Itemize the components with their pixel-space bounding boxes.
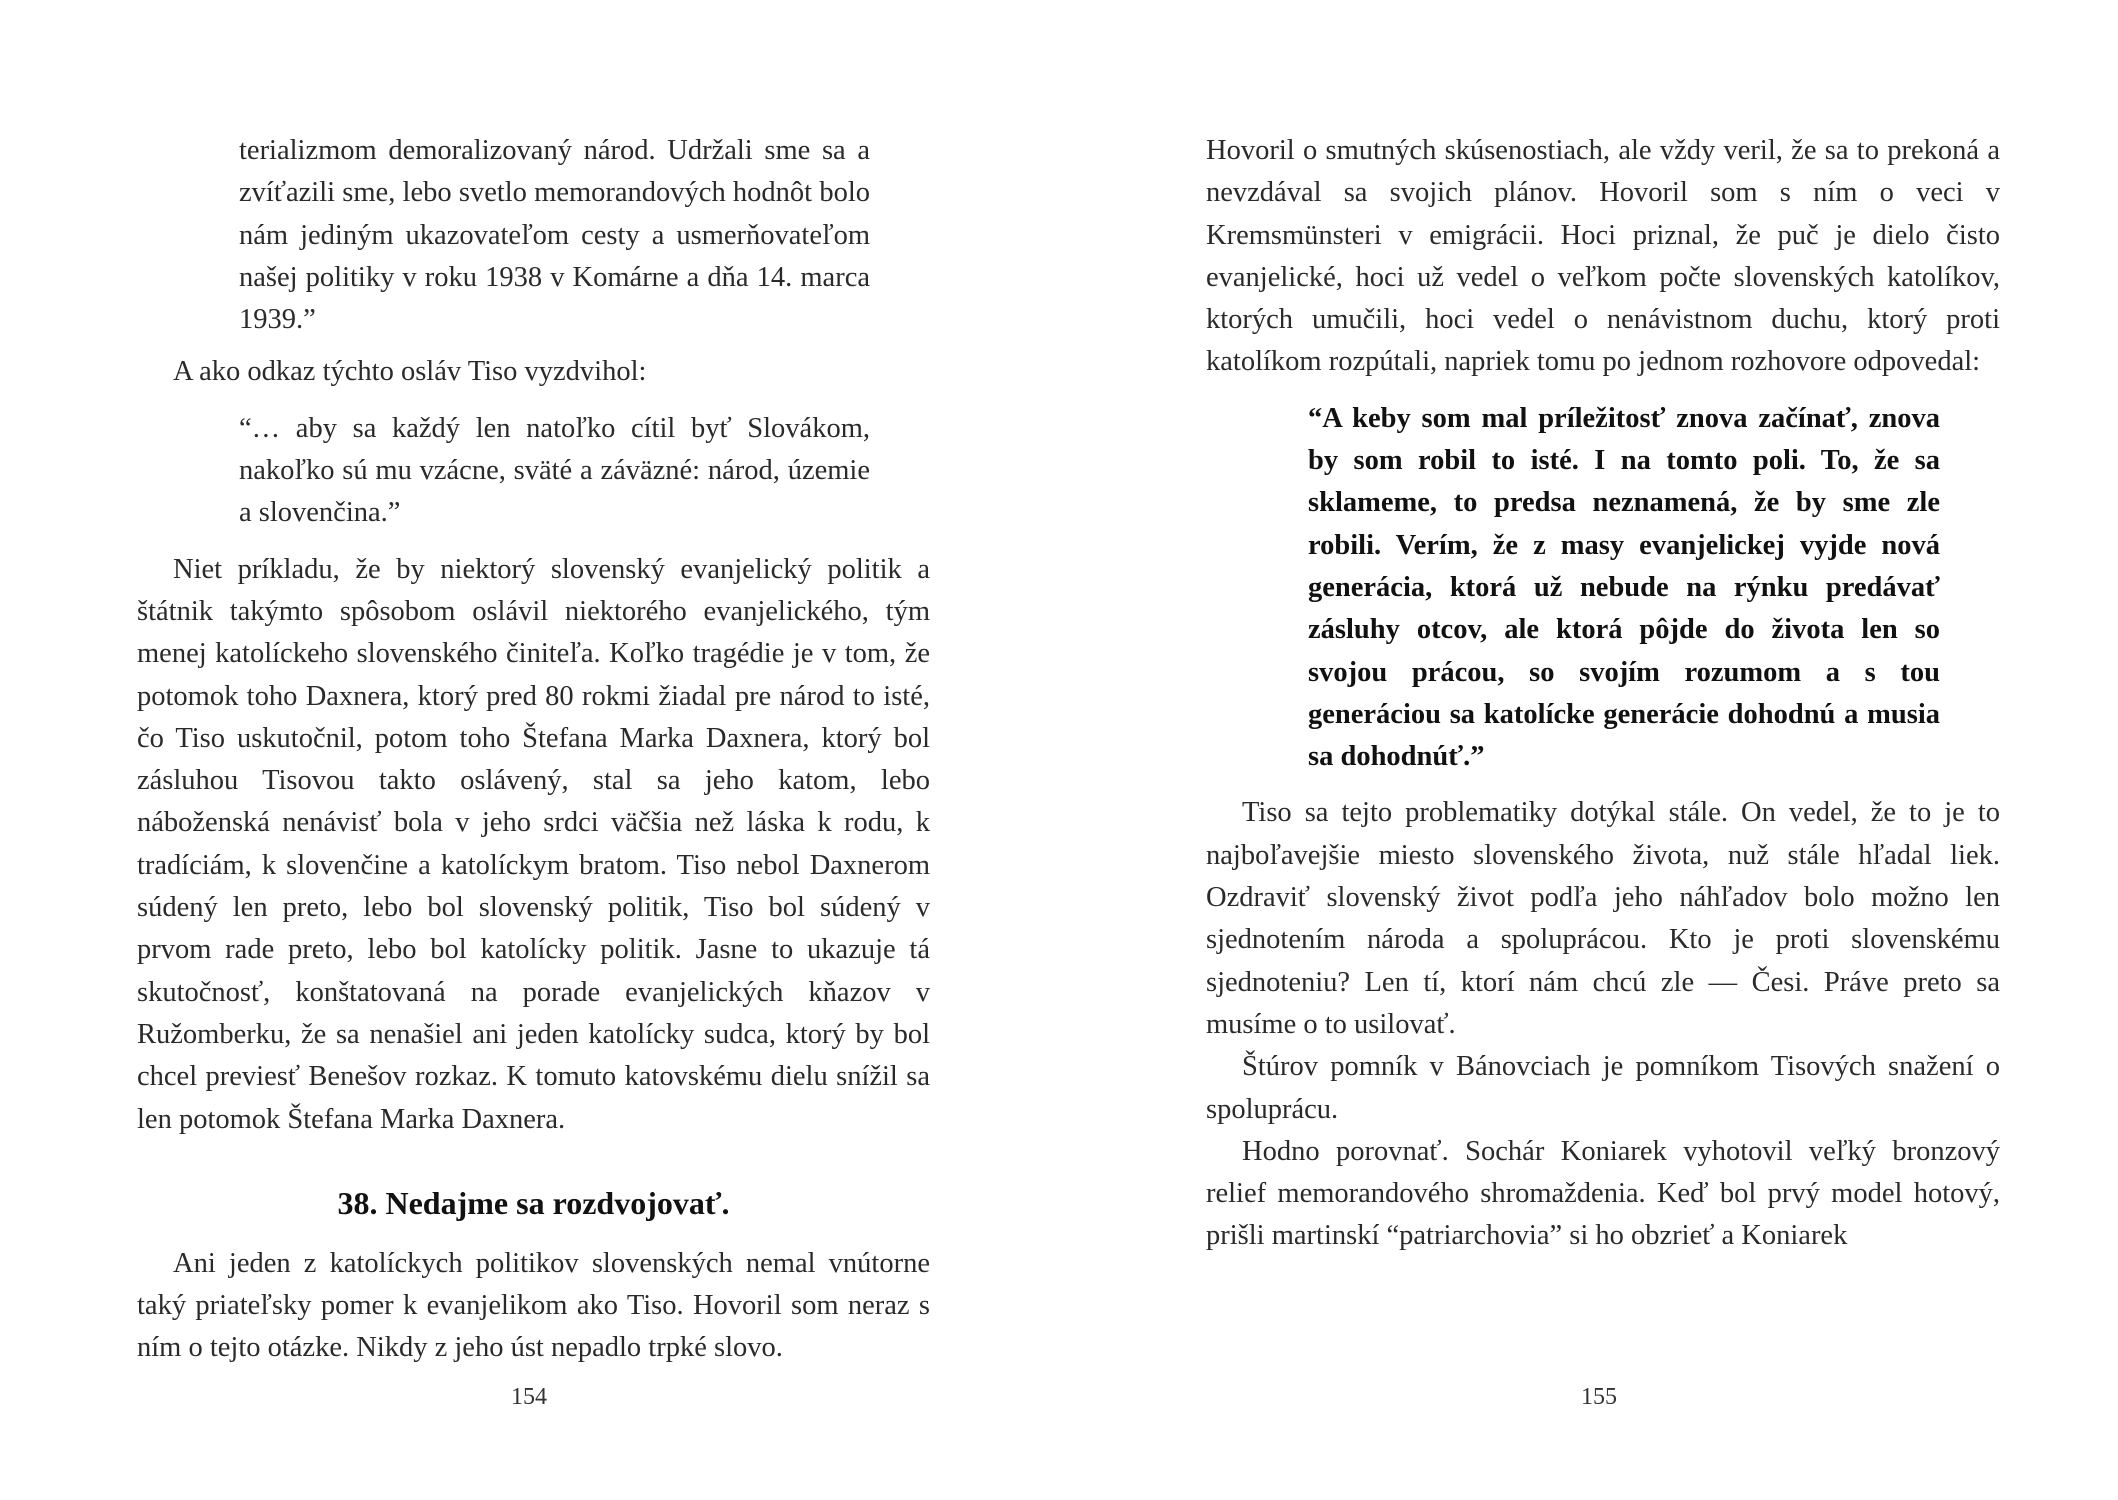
chapter-heading: 38. Nedajme sa rozdvojovať. — [337, 1184, 730, 1221]
bold-block-quote: “A keby som mal príležitosť znova začínať, znova by som robil to isté. I na tomto poli. To, že sa sklameme, to predsa neznamená, že by sme zle robili. Verím, že z masy evanjelickej vyjde nová generácia, ktorá už nebude na rýnku predávať zásluhy otcov, ale ktorá pôjde do života len so svojou prácou, so svojím rozumom a s tou generáciou sa katolícke generácie dohodnú a musia sa dohodnúť.” — [1308, 402, 1940, 773]
block-quote: “… aby sa každý len natoľko cítil byť Slovákom, nakoľko sú mu vzácne, sväté a záväzné: národ, územie a slovenčina.” — [239, 412, 870, 529]
page-number: 155 — [1581, 1384, 1617, 1410]
page-number: 154 — [511, 1384, 547, 1410]
paragraph: Hovoril o smutných skúsenostiach, ale vždy veril, že sa to prekoná a nevzdával sa svojich plánov. Hovoril som s ním o veci v Kremsmünsteri v emigrácii. Hoci priznal, že puč je dielo čisto evanjelické, hoci už vedel o veľkom počte slovenských katolíkov, ktorých umučili, hoci vedel o nenávistnom duchu, ktorý proti katolíkom rozpútali, napriek tomu po jednom rozhovore odpovedal: — [1206, 135, 2000, 378]
paragraph: Ani jeden z katolíckych politikov slovenských nemal vnútorne taký priateľsky pomer k evanjelikom ako Tiso. Hovoril som neraz s ním o tejto otázke. Nikdy z jeho úst nepadlo trpké slovo. — [137, 1247, 930, 1364]
right-text-column — [1206, 130, 2000, 1258]
left-text-column — [137, 130, 930, 1370]
paragraph: Štúrov pomník v Bánovciach je pomníkom Tisových snažení o spoluprácu. — [1206, 1051, 2000, 1125]
paragraph: A ako odkaz týchto osláv Tiso vyzdvihol: — [173, 356, 647, 388]
paragraph: Tiso sa tejto problematiky dotýkal stále. On vedel, že to je to najboľavejšie miesto slovenského života, nuž stále hľadal liek. Ozdraviť slovenský život podľa jeho náhľadov bolo možno len sjednotením národa a spoluprácou. Kto je proti slovenskému sjednoteniu? Len tí, ktorí nám chcú zle — Česi. Práve preto sa musíme o to usilovať. — [1206, 797, 2000, 1040]
paragraph: Hodno porovnať. Sochár Koniarek vyhotovil veľký bronzový relief memorandového shromaždenia. Keď bol prvý model hotový, prišli martinskí “patriarchovia” si ho obzrieť a Koniarek — [1206, 1135, 2000, 1252]
block-quote: terializmom demoralizovaný národ. Udržali sme sa a zvíťazili sme, lebo svetlo memorandových hodnôt bolo nám jediným ukazovateľom cesty a usmerňovateľom našej politiky v roku 1938 v Komárne a dňa 14. marca 1939.” — [239, 135, 870, 336]
paragraph: Niet príkladu, že by niektorý slovenský evanjelický politik a štátnik takýmto spôsobom oslávil niektorého evanjelického, tým menej katolíckeho slovenského činiteľa. Koľko tragédie je v tom, že potomok toho Daxnera, ktorý pred 80 rokmi žiadal pre národ to isté, čo Tiso uskutočnil, potom toho Štefana Marka Daxnera, ktorý bol zásluhou Tisovou takto oslávený, stal sa jeho katom, lebo náboženská nenávisť bola v jeho srdci väčšia než láska k rodu, k tradíciám, k slovenčine a katolíckym bratom. Tiso nebol Daxnerom súdený len preto, lebo bol slovenský politik, Tiso bol súdený v prvom rade preto, lebo bol katolícky politik. Jasne to ukazuje tá skutočnosť, konštatovaná na porade evanjelických kňazov v Ružomberku, že sa nenašiel ani jeden katolícky sudca, ktorý by bol chcel previesť Benešov rozkaz. K tomuto katovskému dielu snížil sa len potomok Štefana Marka Daxnera. — [137, 553, 930, 1135]
right-page — [1059, 0, 2118, 1500]
